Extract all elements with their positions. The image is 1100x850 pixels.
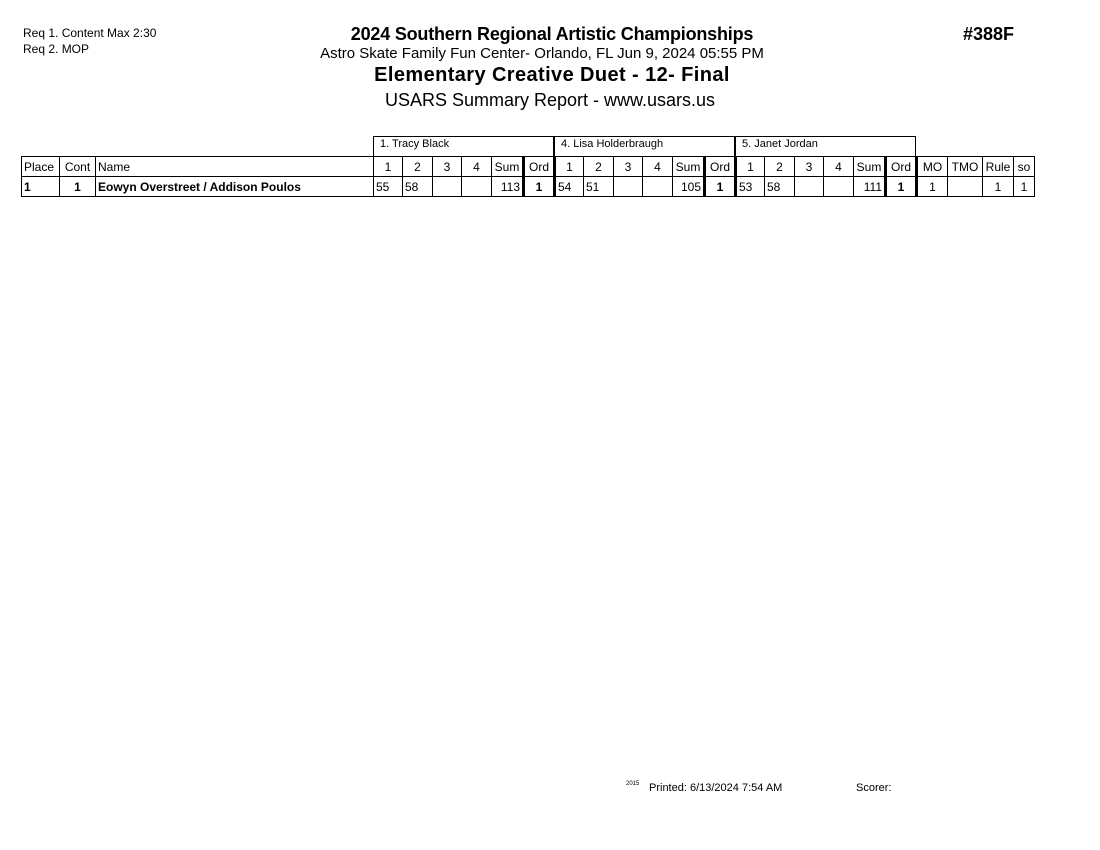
competition-title: 2024 Southern Regional Artistic Championships: [350, 24, 754, 44]
venue-date: Astro Skate Family Fun Center- Orlando, FL Jun 9, 2024 05:55 PM: [320, 45, 764, 62]
requirement-2: Req 2. MOP: [23, 42, 90, 56]
event-number: #388F: [963, 24, 1015, 44]
j3-score-1: 53: [736, 177, 765, 197]
footer-code: 2015: [626, 781, 640, 787]
row-place: 1: [22, 177, 60, 197]
j2-sum: 105: [673, 177, 705, 197]
j3-col-ord: Ord: [886, 157, 917, 177]
j2-score-1: 54: [555, 177, 584, 197]
header-row: [22, 157, 1035, 177]
report-title: USARS Summary Report - www.usars.us: [384, 90, 716, 110]
j2-score-3: [614, 177, 643, 197]
row-tmo: [948, 177, 983, 197]
j3-sum: 111: [854, 177, 886, 197]
table-row: [22, 177, 1035, 197]
j3-col-sum: Sum: [854, 157, 886, 177]
col-cont: Cont: [60, 157, 96, 177]
judge-2-name: 4. Lisa Holderbraugh: [554, 136, 735, 156]
j2-ord: 1: [705, 177, 736, 197]
j1-score-4: [462, 177, 492, 197]
j1-col-2: 2: [403, 157, 433, 177]
j2-col-3: 3: [614, 157, 643, 177]
j1-col-sum: Sum: [492, 157, 524, 177]
j1-col-1: 1: [374, 157, 403, 177]
j3-score-3: [795, 177, 824, 197]
j1-score-2: 58: [403, 177, 433, 197]
col-tmo: TMO: [948, 157, 983, 177]
row-mo: 1: [917, 177, 948, 197]
j2-col-ord: Ord: [705, 157, 736, 177]
col-name: Name: [96, 157, 374, 177]
row-so: 1: [1014, 177, 1035, 197]
j2-col-2: 2: [584, 157, 614, 177]
j1-ord: 1: [524, 177, 555, 197]
j3-score-4: [824, 177, 854, 197]
j1-score-3: [433, 177, 462, 197]
j1-sum: 113: [492, 177, 524, 197]
judge-3-name: 5. Janet Jordan: [735, 136, 916, 156]
j1-col-3: 3: [433, 157, 462, 177]
j3-col-4: 4: [824, 157, 854, 177]
j2-score-4: [643, 177, 673, 197]
j1-col-4: 4: [462, 157, 492, 177]
col-so: so: [1014, 157, 1035, 177]
col-place: Place: [22, 157, 60, 177]
judge-1-name: 1. Tracy Black: [373, 136, 554, 156]
results-table: [21, 156, 1035, 197]
scorer-label: Scorer:: [856, 782, 892, 794]
row-cont: 1: [60, 177, 96, 197]
j3-ord: 1: [886, 177, 917, 197]
event-name: Elementary Creative Duet - 12- Final: [374, 64, 730, 86]
row-rule: 1: [983, 177, 1014, 197]
row-name: Eowyn Overstreet / Addison Poulos: [96, 177, 374, 197]
j2-col-4: 4: [643, 157, 673, 177]
j1-col-ord: Ord: [524, 157, 555, 177]
j1-score-1: 55: [374, 177, 403, 197]
j2-col-1: 1: [555, 157, 584, 177]
j2-col-sum: Sum: [673, 157, 705, 177]
requirement-1: Req 1. Content Max 2:30: [23, 26, 157, 40]
j2-score-2: 51: [584, 177, 614, 197]
col-rule: Rule: [983, 157, 1014, 177]
printed-timestamp: Printed: 6/13/2024 7:54 AM: [649, 782, 783, 794]
j3-score-2: 58: [765, 177, 795, 197]
j3-col-1: 1: [736, 157, 765, 177]
j3-col-2: 2: [765, 157, 795, 177]
j3-col-3: 3: [795, 157, 824, 177]
col-mo: MO: [917, 157, 948, 177]
